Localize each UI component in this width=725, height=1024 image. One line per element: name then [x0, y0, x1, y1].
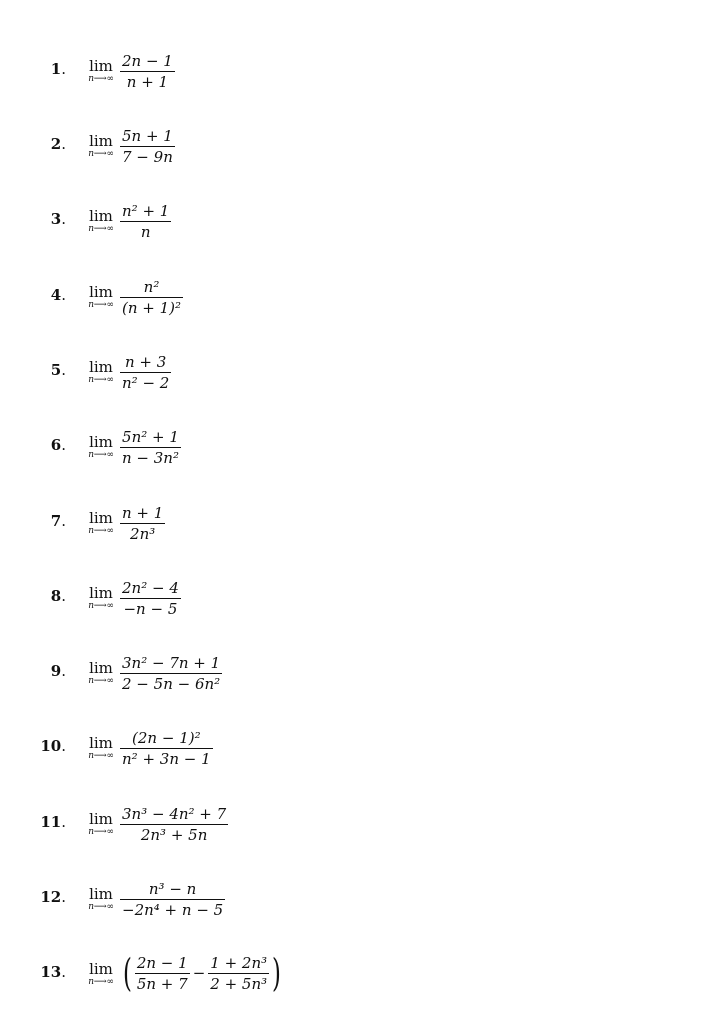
limit-subscript: n⟶∞ — [88, 751, 114, 761]
numerator: n + 3 — [120, 353, 171, 373]
denominator: 7 − 9n — [122, 148, 173, 166]
limit-subscript: n⟶∞ — [88, 300, 114, 310]
limit-expression — [120, 278, 183, 317]
problem-number: 9. — [50, 662, 66, 680]
denominator: 2n³ — [130, 525, 156, 543]
problem-1 — [0, 50, 725, 114]
limit-operator — [84, 811, 118, 837]
fraction — [120, 52, 175, 91]
limit-operator — [84, 133, 118, 159]
numerator: 3n³ − 4n² + 7 — [122, 805, 227, 823]
limit-operator — [84, 434, 118, 460]
problem-11 — [0, 803, 725, 867]
limit-word: lim — [89, 885, 113, 903]
problem-2 — [0, 125, 725, 189]
limit-word: lim — [89, 358, 113, 376]
limit-subscript: n⟶∞ — [88, 450, 114, 460]
problem-number: 1. — [50, 60, 66, 78]
numerator: 2n − 1 — [136, 953, 188, 972]
denominator: (n + 1)² — [122, 299, 182, 317]
problem-number-label: 10 — [40, 737, 62, 755]
denominator: 5n + 7 — [136, 974, 188, 993]
problem-12 — [0, 878, 725, 942]
problem-number-label: 5 — [50, 361, 62, 379]
problem-number: 8. — [50, 587, 66, 605]
limit-subscript: n⟶∞ — [88, 601, 114, 611]
limit-word: lim — [89, 810, 113, 828]
limit-operator — [84, 886, 118, 912]
right-paren: ) — [272, 951, 282, 995]
numerator: n² — [120, 278, 183, 298]
limit-operator — [84, 735, 118, 761]
denominator: n² + 3n − 1 — [122, 750, 211, 768]
problem-10 — [0, 727, 725, 791]
limit-expression — [120, 504, 165, 543]
numerator: n² + 1 — [122, 202, 170, 220]
problem-number: 12. — [40, 888, 66, 906]
limit-subscript: n⟶∞ — [88, 977, 114, 987]
limit-expression — [120, 953, 284, 993]
problem-number-label: 3 — [50, 210, 62, 228]
problem-7 — [0, 502, 725, 566]
fraction — [120, 428, 181, 467]
limit-subscript: n⟶∞ — [88, 149, 114, 159]
denominator: n − 3n² — [122, 449, 179, 467]
minus-operator: − — [192, 964, 206, 982]
denominator: n² − 2 — [122, 374, 170, 392]
problem-3 — [0, 200, 725, 264]
problem-8 — [0, 577, 725, 641]
problem-number-label: 13 — [40, 963, 62, 981]
problem-5 — [0, 351, 725, 415]
fraction — [120, 729, 213, 768]
problem-number: 6. — [50, 436, 66, 454]
fraction-2 — [208, 954, 269, 993]
fraction — [120, 202, 171, 241]
numerator: n³ − n — [120, 880, 225, 900]
limit-operator — [84, 359, 118, 385]
numerator-2: 1 + 2n³ — [210, 953, 268, 972]
problem-number-label: 1 — [50, 60, 62, 78]
problem-number: 13. — [40, 963, 66, 981]
limit-subscript: n⟶∞ — [88, 375, 114, 385]
problem-number-label: 12 — [40, 888, 62, 906]
fraction — [135, 954, 190, 993]
limit-operator — [84, 585, 118, 611]
fraction — [120, 654, 222, 693]
problem-4 — [0, 276, 725, 340]
limit-expression — [120, 52, 175, 91]
limit-word: lim — [89, 207, 113, 225]
limit-expression — [120, 127, 175, 166]
limit-operator — [84, 660, 118, 686]
fraction — [120, 353, 171, 392]
fraction — [120, 880, 225, 919]
problem-6 — [0, 426, 725, 490]
denominator: −2n⁴ + n − 5 — [122, 901, 224, 919]
limit-subscript: n⟶∞ — [88, 676, 114, 686]
problem-number: 4. — [50, 286, 66, 304]
limit-word: lim — [89, 132, 113, 150]
denominator: n + 1 — [126, 73, 169, 91]
fraction — [120, 805, 228, 844]
limit-word: lim — [89, 584, 113, 602]
problem-number: 7. — [50, 512, 66, 530]
limit-operator — [84, 58, 118, 84]
limit-word: lim — [89, 57, 113, 75]
limit-word: lim — [89, 283, 113, 301]
numerator: 3n² − 7n + 1 — [122, 654, 221, 672]
problem-number-label: 8 — [50, 587, 62, 605]
limit-word: lim — [89, 960, 113, 978]
numerator: (2n − 1)² — [120, 729, 213, 749]
problem-number: 3. — [50, 210, 66, 228]
limit-operator — [84, 961, 118, 987]
limit-subscript: n⟶∞ — [88, 827, 114, 837]
limit-expression — [120, 880, 225, 919]
limit-subscript: n⟶∞ — [88, 224, 114, 234]
fraction — [120, 127, 175, 166]
problem-number: 2. — [50, 135, 66, 153]
limit-operator — [84, 284, 118, 310]
fraction — [120, 278, 183, 317]
limit-expression — [120, 202, 171, 241]
problem-number: 5. — [50, 361, 66, 379]
denominator-2: 2 + 5n³ — [210, 974, 268, 993]
limit-word: lim — [89, 509, 113, 527]
denominator: −n − 5 — [123, 600, 178, 618]
limit-expression — [120, 654, 222, 693]
problem-13 — [0, 953, 725, 1017]
limit-word: lim — [89, 734, 113, 752]
limit-operator — [84, 208, 118, 234]
problem-number-label: 2 — [50, 135, 62, 153]
limit-expression — [120, 805, 228, 844]
limit-subscript: n⟶∞ — [88, 902, 114, 912]
problem-number-label: 11 — [40, 813, 62, 831]
limit-expression — [120, 729, 213, 768]
problem-number: 10. — [40, 737, 66, 755]
limit-expression — [120, 579, 181, 618]
limit-expression — [120, 428, 181, 467]
numerator: n + 1 — [122, 504, 164, 522]
fraction — [120, 504, 165, 543]
numerator: 2n² − 4 — [122, 579, 179, 597]
limit-subscript: n⟶∞ — [88, 74, 114, 84]
limit-word: lim — [89, 659, 113, 677]
numerator: 2n − 1 — [122, 52, 173, 70]
problem-number-label: 7 — [50, 512, 62, 530]
denominator: 2n³ + 5n — [140, 826, 208, 844]
problem-9 — [0, 652, 725, 716]
problem-number-label: 6 — [50, 436, 62, 454]
limit-operator — [84, 510, 118, 536]
limit-word: lim — [89, 433, 113, 451]
numerator: 5n + 1 — [122, 127, 173, 145]
numerator: 5n² + 1 — [120, 428, 181, 448]
limit-subscript: n⟶∞ — [88, 526, 114, 536]
problem-number: 11. — [40, 813, 66, 831]
left-paren: ( — [122, 951, 132, 995]
problem-number-label: 4 — [50, 286, 62, 304]
problem-number-label: 9 — [50, 662, 62, 680]
fraction — [120, 579, 181, 618]
limit-expression — [120, 353, 171, 392]
denominator: 2 − 5n − 6n² — [122, 675, 221, 693]
denominator: n — [140, 223, 151, 241]
